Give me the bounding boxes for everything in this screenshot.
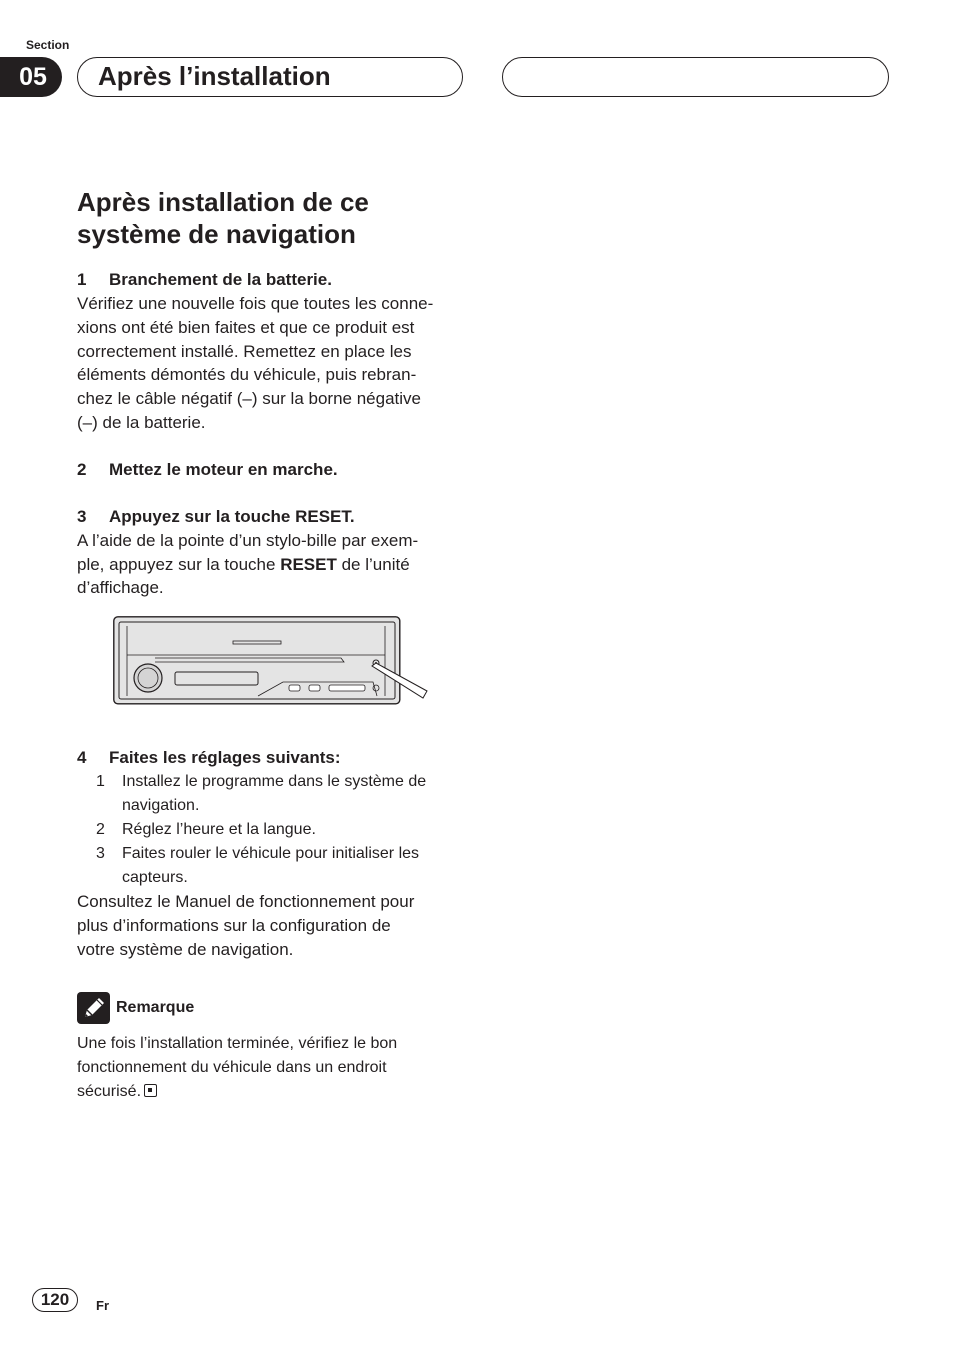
end-square-icon (144, 1084, 157, 1097)
body-line: d’affichage. (77, 578, 164, 598)
language-code: Fr (96, 1298, 109, 1313)
step-4-heading (77, 746, 469, 770)
body-line: chez le câble négatif (–) sur la borne négative (77, 389, 421, 409)
step-1-body (77, 292, 469, 435)
step-4-after-text (77, 890, 469, 961)
sub-item (77, 842, 469, 890)
body-line: votre système de navigation. (77, 939, 294, 959)
body-line: Consultez le Manuel de fonctionnement pour (77, 892, 415, 912)
body-line: Vérifiez une nouvelle fois que toutes les conne- (77, 294, 434, 313)
section-title: Après l’installation (77, 57, 463, 97)
page-title-line-2: système de navigation (77, 219, 356, 249)
sub-item (77, 770, 469, 818)
step-number: 1 (77, 270, 87, 289)
page-number: 120 (32, 1288, 78, 1312)
reset-keyword: RESET (280, 554, 337, 574)
remark-label: Remarque (116, 998, 195, 1016)
remark-line: fonctionnement du véhicule dans un endroit (77, 1058, 387, 1076)
remark-line: Une fois l’installation terminée, vérifiez le bon (77, 1034, 398, 1052)
sub-item-number: 2 (96, 821, 105, 839)
section-label: Section (26, 38, 70, 52)
header-empty-pill (502, 57, 889, 97)
step-3-body (77, 529, 469, 600)
remark-text (77, 1032, 469, 1104)
sub-item-line: Installez le programme dans le système de (122, 773, 427, 791)
main-column (77, 186, 469, 1104)
display-unit-drawing (113, 616, 433, 708)
step-1-heading (77, 268, 469, 292)
sub-item-line: Faites rouler le véhicule pour initialiser les (122, 845, 420, 863)
body-text: de l’unité (336, 554, 410, 574)
step-2-heading (77, 458, 469, 482)
sub-item-line: capteurs. (122, 869, 188, 887)
sub-item-number: 1 (96, 773, 105, 791)
step-3-heading (77, 505, 469, 529)
body-line: (–) de la batterie. (77, 412, 206, 432)
step-number: 2 (77, 459, 87, 479)
pencil-note-icon (77, 992, 110, 1024)
step-heading: Mettez le moteur en marche. (109, 459, 338, 479)
page-title-line-1: Après installation de ce (77, 187, 369, 217)
sub-item-text: Réglez l’heure et la langue. (122, 821, 316, 839)
step-number: 4 (77, 748, 87, 768)
sub-item-text (122, 842, 419, 890)
body-line: xions ont été bien faites et que ce produit est (77, 317, 415, 337)
body-line: A l’aide de la pointe d’un stylo-bille par exem- (77, 530, 419, 550)
page-title (77, 186, 469, 250)
step-heading: Faites les réglages suivants: (109, 748, 341, 768)
sub-item-number: 3 (96, 845, 105, 863)
section-number-badge: 05 (0, 57, 62, 97)
body-line: éléments démontés du véhicule, puis rebran- (77, 365, 417, 385)
remark-line: sécurisé. (77, 1082, 142, 1100)
body-line: correctement installé. Remettez en place les (77, 341, 412, 361)
step-heading: Branchement de la batterie. (109, 270, 332, 289)
body-text: ple, appuyez sur la touche (77, 554, 281, 574)
sub-item-text (122, 770, 426, 818)
body-line: plus d’informations sur la configuration de (77, 915, 391, 935)
display-unit-illustration (113, 616, 469, 708)
remark-header (77, 992, 469, 1024)
sub-item-line: navigation. (122, 797, 200, 815)
step-number: 3 (77, 506, 87, 526)
sub-item (77, 818, 469, 842)
step-heading: Appuyez sur la touche RESET. (109, 506, 355, 526)
